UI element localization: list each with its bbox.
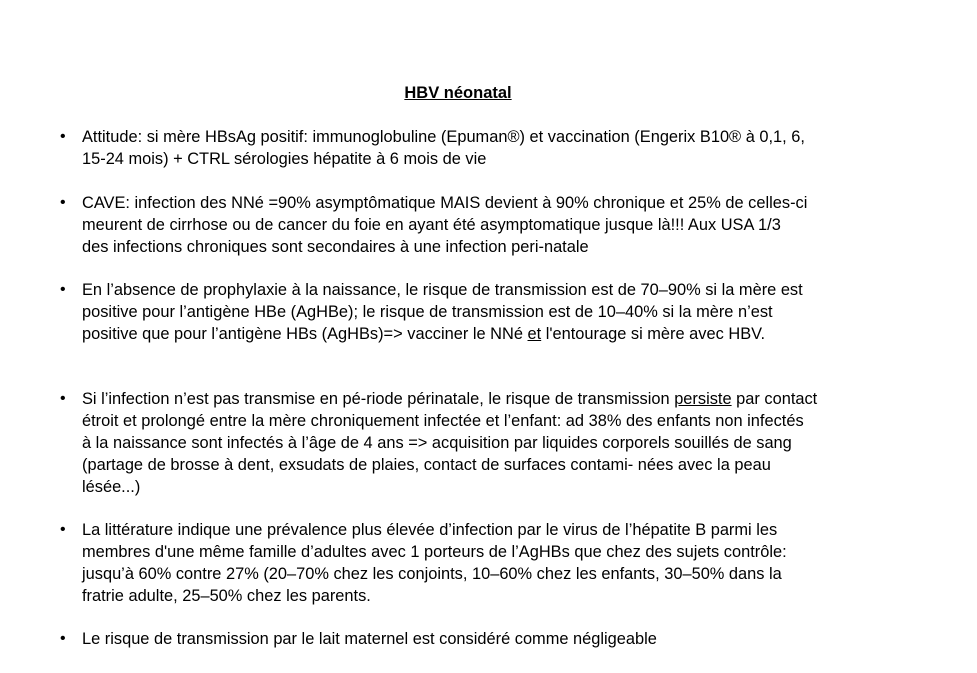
line-text: Si l’infection n’est pas transmise en pé-riode périnatale, le risque de transmission — [82, 390, 675, 408]
list-item-line: La littérature indique une prévalence plus élevée d’infection par le virus de l’hépatite B parmi les — [82, 521, 778, 539]
list-item-prophylaxie — [60, 279, 912, 345]
line-text: l'entourage si mère avec HBV. — [541, 325, 766, 343]
line-text: positive que pour l’antigène HBs (AgHBs)=> vacciner le NNé — [82, 325, 528, 343]
bullet-icon: • — [60, 390, 66, 407]
list-item-line: jusqu’à 60% contre 27% (20–70% chez les conjoints, 10–60% chez les enfants, 30–50% dans la — [82, 565, 782, 583]
list-item-cave — [60, 192, 912, 258]
list-item-line: des infections chroniques sont secondaires à une infection peri-natale — [82, 238, 589, 256]
list-item-attitude — [60, 126, 912, 170]
list-item-litterature — [60, 519, 912, 607]
bullet-icon: • — [60, 630, 66, 647]
list-item-line: membres d'une même famille d’adultes avec 1 porteurs de l’AgHBs que chez des sujets contrôle: — [82, 543, 787, 561]
list-item-transmission-persiste — [60, 388, 912, 498]
list-item-line: CAVE: infection des NNé =90% asymptômatique MAIS devient à 90% chronique et 25% de celles-ci — [82, 194, 808, 212]
underlined-word: et — [527, 325, 542, 343]
list-item-line: positive pour l’antigène HBe (AgHBe); le risque de transmission est de 10–40% si la mère n’est — [82, 303, 773, 321]
list-item-line: fratrie adulte, 25–50% chez les parents. — [82, 587, 371, 605]
list-item-line: Le risque de transmission par le lait maternel est considéré comme négligeable — [82, 630, 657, 648]
bullet-icon: • — [60, 281, 66, 298]
list-item-line: meurent de cirrhose ou de cancer du foie en ayant été asymptomatique jusque là!!! Aux USA 1/3 — [82, 216, 781, 234]
page-title: HBV néonatal — [404, 84, 512, 102]
bullet-icon: • — [60, 521, 66, 538]
list-item-line: Attitude: si mère HBsAg positif: immunoglobuline (Epuman®) et vaccination (Engerix B10® à 0,1, 6, — [82, 128, 805, 146]
list-item-lait-maternel — [60, 628, 912, 650]
line-text: par contact — [731, 390, 818, 408]
list-item-line — [82, 388, 912, 410]
list-item-line — [82, 323, 912, 345]
list-item-line: (partage de brosse à dent, exsudats de plaies, contact de surfaces contami- nées avec la peau — [82, 456, 771, 474]
list-item-line: En l’absence de prophylaxie à la naissance, le risque de transmission est de 70–90% si la mère est — [82, 281, 803, 299]
list-item-line: 15-24 mois) + CTRL sérologies hépatite à 6 mois de vie — [82, 150, 487, 168]
list-item-line: lésée...) — [82, 478, 141, 496]
list-item-line: à la naissance sont infectés à l’âge de 4 ans => acquisition par liquides corporels souillés de sang — [82, 434, 792, 452]
bullet-icon: • — [60, 128, 66, 145]
bullet-icon: • — [60, 194, 66, 211]
list-item-line: étroit et prolongé entre la mère chroniquement infectée et l’enfant: ad 38% des enfants non infectés — [82, 412, 804, 430]
underlined-word: persiste — [674, 390, 732, 408]
